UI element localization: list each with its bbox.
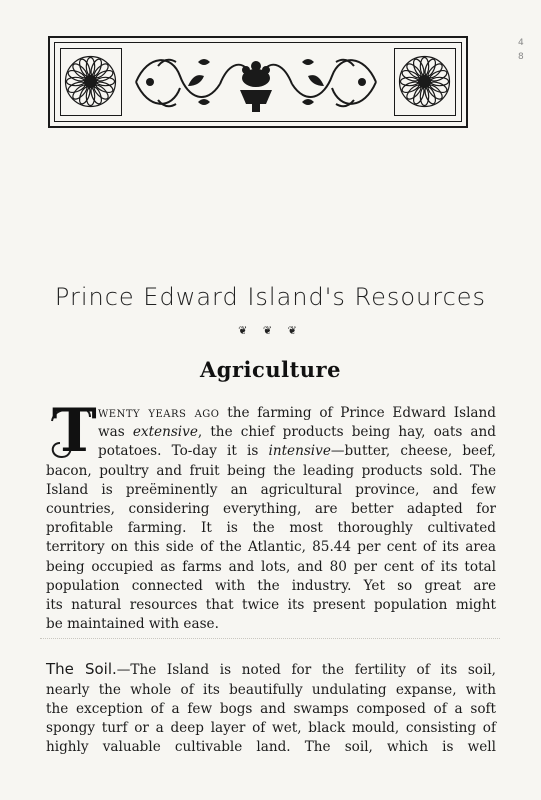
text-line [46,404,496,423]
rosette-petal [428,68,448,83]
rosette-petal [89,85,104,105]
rosette-left-icon [61,49,120,114]
rosette-petal [423,85,438,105]
text-line [46,423,496,442]
rosette-petal [67,68,87,83]
ornamental-scroll-panel [128,46,384,118]
rosette-petal [94,68,114,83]
rosette-right [394,48,456,116]
text-line: Island is preëminently an agricultural province, and few [46,481,496,498]
emphasis-extensive: extensive [132,424,198,441]
fleuron-ornaments: ❦ ❦ ❦ [238,324,303,337]
margin-mark-line2: 8 [518,52,524,62]
rosette-petal [89,58,104,78]
text-run: potatoes. To-day it is [98,443,269,460]
text-line: territory on this side of the Atlantic, 85.44 per cent of its area [46,539,496,556]
text-line: population connected with the industry. Yet so great are [46,577,496,594]
rosette-petal [401,68,421,83]
text-line: nearly the whole of its beautifully undulating expanse, with [46,681,496,698]
rosette-petal [67,80,87,95]
text-line: be maintained with ease. [46,616,219,633]
rosette-petal [77,58,92,78]
rosette-petal [77,85,92,105]
rosette-petal [428,80,448,95]
text-line: spongy turf or a deep layer of wet, black mould, consisting of [46,720,496,737]
text-line: highly valuable cultivable land. The soil, which is well [46,739,496,756]
text-run: was [98,424,133,441]
rosette-right-icon [395,49,454,114]
section-heading: Agriculture [200,357,341,382]
text-line: bacon, poultry and fruit being the leading products sold. The [46,462,496,479]
text-line [46,660,496,680]
emphasis-intensive: intensive [268,443,331,460]
text-run: the farming of Prince Edward Island [219,405,496,421]
page-title: Prince Edward Island's Resources [54,283,487,311]
text-line [46,442,496,461]
text-line: the exception of a few bogs and swamps composed of a soft [46,700,496,717]
margin-mark-line1: 4 [518,38,524,48]
rosette-petal [401,80,421,95]
paragraph-agriculture [46,396,496,634]
text-line: profitable farming. It is the most thoroughly cultivated [46,520,496,537]
bleed-through-divider [40,638,500,639]
rosette-petal [411,85,426,105]
run-in-heading: The Soil. [46,660,117,679]
paragraph-the-soil [46,660,496,757]
rosette-petal [94,80,114,95]
text-run: , the chief products being hay, oats and [197,424,496,441]
rosette-petal [423,58,438,78]
small-caps-opening: wenty years ago [98,405,220,421]
margin-pencil-mark [518,36,524,64]
text-run: —butter, cheese, beef, [330,443,496,460]
rosette-petal [411,58,426,78]
decorative-header-banner [48,36,468,128]
text-run: —The Island is noted for the fertility of its soil, [116,662,496,679]
body-text [46,396,496,757]
text-line: its natural resources that twice its present population might [46,597,496,614]
text-line: countries, considering everything, are better adapted for [46,501,496,518]
drop-cap-letter: T [52,396,97,466]
text-line: being occupied as farms and lots, and 80 per cent of its total [46,558,496,575]
rosette-left [60,48,122,116]
